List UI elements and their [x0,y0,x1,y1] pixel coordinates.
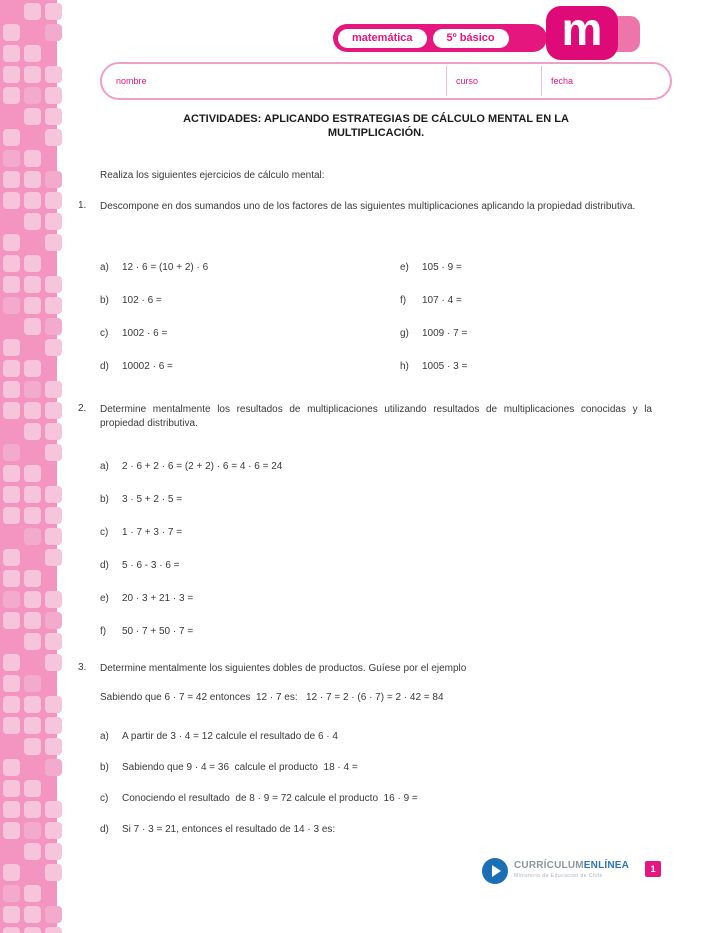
item-label: d) [100,361,109,372]
exercise-item [100,593,282,626]
pattern-tile [3,87,20,104]
pattern-tile [24,528,41,545]
item-label: e) [400,262,409,273]
exercise-item [100,793,418,824]
student-info-bar [100,62,672,100]
pattern-tile [3,486,20,503]
pattern-tile [45,297,62,314]
pattern-tile [3,696,20,713]
pattern-tile [45,108,62,125]
pattern-tile [45,66,62,83]
curriculum-en-linea-logo [514,860,629,871]
pattern-tile [45,864,62,881]
item-expression: 12 · 6 = (10 + 2) · 6 [122,262,209,273]
item-expression: Si 7 · 3 = 21, entonces el resultado de 14 · 3 es: [122,824,336,835]
section3-number: 3. [78,662,87,673]
pattern-tile [45,906,62,923]
pattern-tile [3,402,20,419]
pattern-tile [3,234,20,251]
pattern-tile [24,171,41,188]
pattern-tile [45,738,62,755]
item-expression: 1 · 7 + 3 · 7 = [122,527,183,538]
item-label: c) [100,793,109,804]
item-label: c) [100,527,109,538]
item-expression: 2 · 6 + 2 · 6 = (2 + 2) · 6 = 4 · 6 = 24 [122,461,283,472]
item-label: c) [100,328,109,339]
pattern-tile [24,633,41,650]
section2-prompt: Determine mentalmente los resultados de multiplicaciones utilizando resultados de multiplicaciones conocidas y la propiedad distributiva. [100,404,652,429]
pattern-tile [45,339,62,356]
item-expression: 5 · 6 - 3 · 6 = [122,560,180,571]
pattern-tile [24,3,41,20]
pattern-tile [24,570,41,587]
item-expression: 20 · 3 + 21 · 3 = [122,593,194,604]
pattern-tile [45,87,62,104]
play-icon [482,858,508,884]
item-label: h) [400,361,409,372]
exercise-item [400,361,467,394]
pattern-tile [45,801,62,818]
exercise-item [100,361,208,394]
pattern-tile [24,927,41,933]
brand-text-secondary: ENLÍNEA [583,860,630,871]
pattern-tile [3,297,20,314]
pattern-tile [24,507,41,524]
pattern-tile [24,486,41,503]
pattern-tile [24,822,41,839]
pattern-tile [45,528,62,545]
pattern-tile [45,192,62,209]
pattern-tile [24,381,41,398]
item-expression: 3 · 5 + 2 · 5 = [122,494,183,505]
pattern-tile [24,738,41,755]
pattern-tile [24,45,41,62]
pattern-tile [45,696,62,713]
pattern-tile [3,465,20,482]
pattern-tile [3,45,20,62]
pattern-tile [3,339,20,356]
name-field[interactable]: nombre [116,76,147,86]
field-divider [446,66,447,96]
pattern-tile [3,591,20,608]
title-line-2: MULTIPLICACIÓN. [327,127,425,139]
exercise-item [100,560,282,593]
pattern-tile [45,24,62,41]
pattern-tile [3,885,20,902]
item-label: a) [100,731,109,742]
header-badge-bar [333,24,547,52]
pattern-tile [45,717,62,734]
item-expression: Conociendo el resultado de 8 · 9 = 72 calcule el producto 16 · 9 = [122,793,418,804]
pattern-tile [3,507,20,524]
exercise-item [400,262,467,295]
date-field[interactable]: fecha [551,76,574,86]
item-label: a) [100,461,109,472]
page-title [100,112,652,140]
pattern-tile [24,780,41,797]
pattern-tile [24,360,41,377]
pattern-tile [45,843,62,860]
pattern-tile [3,192,20,209]
pattern-tile [45,381,62,398]
pattern-tile [45,633,62,650]
item-label: d) [100,824,109,835]
pattern-tile [3,255,20,272]
pattern-tile [3,927,20,933]
pattern-tile [24,717,41,734]
exercise-item [100,461,282,494]
exercise-item [100,626,282,659]
pattern-tile [3,612,20,629]
pattern-tile [45,549,62,566]
pattern-tile [3,801,20,818]
pattern-tile [24,318,41,335]
pattern-tile [24,66,41,83]
pattern-tile [24,297,41,314]
pattern-tile [45,654,62,671]
item-label: f) [100,626,107,637]
pattern-tile [24,192,41,209]
pattern-tile [3,360,20,377]
pattern-tile [45,318,62,335]
exercise-item [100,762,418,793]
section3-example: Sabiendo que 6 · 7 = 42 entonces 12 · 7 es: 12 · 7 = 2 · (6 · 7) = 2 · 42 = 84 [100,692,444,703]
section2-items [100,461,282,659]
pattern-tile [3,381,20,398]
pattern-tile [24,906,41,923]
pattern-tile [45,486,62,503]
pattern-tile [3,171,20,188]
pattern-tile [3,822,20,839]
section3-prompt: Determine mentalmente los siguientes dobles de productos. Guíese por el ejemplo [100,663,467,674]
section2-number: 2. [78,403,87,414]
pattern-tile [45,822,62,839]
pattern-tile [24,402,41,419]
exercise-item [100,262,208,295]
pattern-tile [24,843,41,860]
pattern-tile [3,780,20,797]
pattern-tile [3,675,20,692]
title-line-1: ACTIVIDADES: APLICANDO ESTRATEGIAS DE CÁLCULO MENTAL EN LA [183,113,569,125]
exercise-item [100,731,418,762]
pattern-tile [24,255,41,272]
item-label: b) [100,762,109,773]
exercise-item [100,824,418,855]
pattern-tile [24,591,41,608]
item-expression: 10002 · 6 = [122,361,173,372]
pattern-tile [24,150,41,167]
pattern-tile [45,3,62,20]
pattern-tile [3,129,20,146]
section3-items [100,731,418,855]
pattern-tile [3,654,20,671]
pattern-tile [3,570,20,587]
item-label: b) [100,494,109,505]
exercise-item [100,527,282,560]
pattern-tile [45,129,62,146]
pattern-tile [24,108,41,125]
exercise-item [100,328,208,361]
pattern-tile [3,906,20,923]
intro-text: Realiza los siguientes ejercicios de cálculo mental: [100,170,325,181]
pattern-tile [45,171,62,188]
pattern-tile [24,87,41,104]
item-label: d) [100,560,109,571]
item-label: e) [100,593,109,604]
field-divider [541,66,542,96]
section1-prompt: Descompone en dos sumandos uno de los factores de las siguientes multiplicaciones aplicando la propiedad distributiva. [100,201,636,212]
page-number-badge: 1 [645,861,661,877]
item-expression: Sabiendo que 9 · 4 = 36 calcule el producto 18 · 4 = [122,762,358,773]
pattern-tile [3,24,20,41]
pattern-tile [45,759,62,776]
pattern-tile [24,213,41,230]
exercise-item [400,328,467,361]
pattern-tile [24,465,41,482]
item-expression: 1002 · 6 = [122,328,168,339]
section1-items-left [100,262,208,394]
item-expression: 107 · 4 = [422,295,462,306]
pattern-tile [3,759,20,776]
item-label: f) [400,295,407,306]
pattern-tile [24,696,41,713]
section1-items-right [400,262,467,394]
exercise-item [100,295,208,328]
m-logo [546,3,618,60]
item-expression: 105 · 9 = [422,262,462,273]
pattern-tile [24,885,41,902]
decorative-side-pattern [0,0,57,933]
item-label: g) [400,328,409,339]
brand-tagline: Ministerio de Educación de Chile [514,873,603,879]
brand-text-primary: CURRÍCULUM [514,860,584,871]
pattern-tile [45,591,62,608]
pattern-tile [45,927,62,933]
item-expression: 1009 · 7 = [422,328,468,339]
pattern-tile [3,717,20,734]
pattern-tile [3,150,20,167]
pattern-tile [3,549,20,566]
item-expression: 102 · 6 = [122,295,162,306]
grade-badge: 5º básico [433,29,509,48]
exercise-item [400,295,467,328]
pattern-tile [45,507,62,524]
pattern-tile [45,423,62,440]
course-field[interactable]: curso [456,76,479,86]
m-logo-letter: m [561,3,603,55]
section1-number: 1. [78,200,87,211]
pattern-tile [45,402,62,419]
item-expression: A partir de 3 · 4 = 12 calcule el resultado de 6 · 4 [122,731,338,742]
pattern-tile [45,612,62,629]
subject-badge: matemática [338,29,427,48]
pattern-tile [3,66,20,83]
item-label: b) [100,295,109,306]
exercise-item [100,494,282,527]
item-expression: 50 · 7 + 50 · 7 = [122,626,194,637]
pattern-tile [3,864,20,881]
pattern-tile [45,234,62,251]
pattern-tile [24,801,41,818]
pattern-tile [24,423,41,440]
pattern-tile [45,444,62,461]
pattern-tile [3,276,20,293]
item-expression: 1005 · 3 = [422,361,468,372]
pattern-tile [45,213,62,230]
pattern-tile [24,276,41,293]
pattern-tile [24,612,41,629]
item-label: a) [100,262,109,273]
pattern-tile [3,444,20,461]
pattern-tile [24,675,41,692]
pattern-tile [45,276,62,293]
